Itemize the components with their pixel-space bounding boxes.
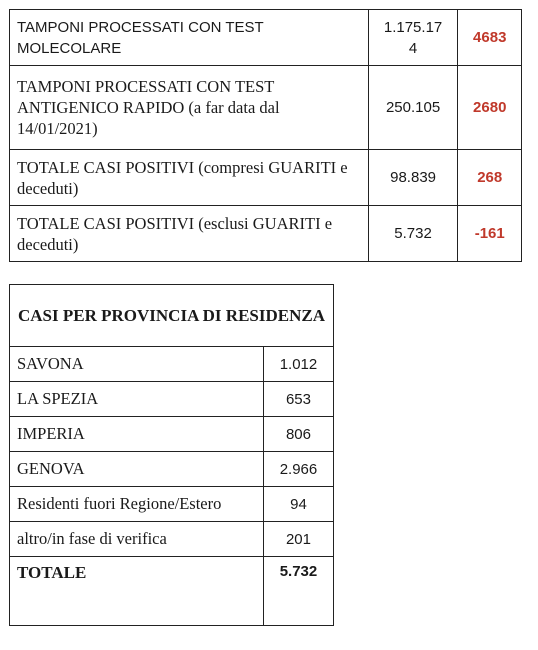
table-header-row [10,285,334,347]
row-value [368,10,458,66]
total-label: TOTALE [10,557,264,626]
row-delta: -161 [458,206,522,262]
province-table [9,284,334,626]
row-value: 5.732 [368,206,458,262]
total-row [10,557,334,626]
table-row [10,417,334,452]
row-delta: 2680 [458,66,522,150]
table-row [10,487,334,522]
province-value: 653 [263,382,333,417]
province-name: SAVONA [10,347,264,382]
row-label: TOTALE CASI POSITIVI (esclusi GUARITI e deceduti) [10,206,369,262]
province-value: 1.012 [263,347,333,382]
province-value: 806 [263,417,333,452]
total-value: 5.732 [263,557,333,626]
table-row [10,522,334,557]
summary-table [9,9,522,262]
province-name: Residenti fuori Regione/Estero [10,487,264,522]
row-label: TAMPONI PROCESSATI CON TEST MOLECOLARE [10,10,369,66]
table-row [10,150,522,206]
row-delta: 268 [458,150,522,206]
province-table-title: CASI PER PROVINCIA DI RESIDENZA [10,285,334,347]
row-value: 98.839 [368,150,458,206]
province-name: altro/in fase di verifica [10,522,264,557]
table-row [10,382,334,417]
table-row [10,10,522,66]
province-value: 2.966 [263,452,333,487]
table-row [10,66,522,150]
province-value: 94 [263,487,333,522]
province-name: LA SPEZIA [10,382,264,417]
province-name: GENOVA [10,452,264,487]
row-value: 250.105 [368,66,458,150]
row-label: TOTALE CASI POSITIVI (compresi GUARITI e deceduti) [10,150,369,206]
row-value-text: 1.175.174 [383,18,443,57]
province-name: IMPERIA [10,417,264,452]
table-row [10,452,334,487]
row-label: TAMPONI PROCESSATI CON TEST ANTIGENICO RAPIDO (a far data dal 14/01/2021) [10,66,369,150]
table-row [10,347,334,382]
row-delta: 4683 [458,10,522,66]
province-value: 201 [263,522,333,557]
table-row [10,206,522,262]
